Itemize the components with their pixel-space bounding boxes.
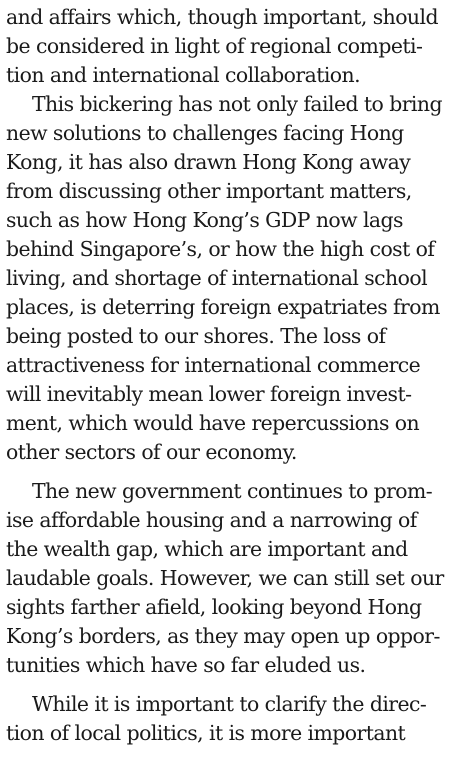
text-line: living, and shortage of international school bbox=[6, 266, 428, 290]
text-line: new solutions to challenges facing Hong bbox=[6, 121, 404, 145]
text-line: Kong, it has also drawn Hong Kong away bbox=[6, 150, 411, 174]
text-line: places, is deterring foreign expatriates from bbox=[6, 295, 440, 319]
text-line: ise affordable housing and a narrowing of bbox=[6, 508, 417, 532]
text-line: tunities which have so far eluded us. bbox=[6, 653, 366, 677]
text-line: other sectors of our economy. bbox=[6, 440, 297, 464]
text-line: behind Singapore’s, or how the high cost of bbox=[6, 237, 435, 261]
text-line: being posted to our shores. The loss of bbox=[6, 324, 386, 348]
text-line: ment, which would have repercussions on bbox=[6, 411, 420, 435]
text-line: sights farther afield, looking beyond Hong bbox=[6, 595, 422, 619]
text-line: Kong’s borders, as they may open up oppor- bbox=[6, 624, 440, 648]
text-line: laudable goals. However, we can still set our bbox=[6, 566, 444, 590]
text-line: tion of local politics, it is more important bbox=[6, 721, 406, 745]
paragraph-first-line: While it is important to clarify the direc- bbox=[32, 692, 427, 716]
text-line: such as how Hong Kong’s GDP now lags bbox=[6, 208, 403, 232]
paragraph-first-line: The new government continues to prom- bbox=[32, 479, 433, 503]
text-line: attractiveness for international commerce bbox=[6, 353, 421, 377]
text-line: from discussing other important matters, bbox=[6, 179, 412, 203]
text-line: the wealth gap, which are important and bbox=[6, 537, 408, 561]
text-line: will inevitably mean lower foreign invest- bbox=[6, 382, 412, 406]
text-line: and affairs which, though important, should bbox=[6, 5, 438, 29]
text-line: tion and international collaboration. bbox=[6, 63, 361, 87]
paragraph-first-line: This bickering has not only failed to bring bbox=[32, 92, 442, 116]
text-line: be considered in light of regional competi- bbox=[6, 34, 423, 58]
